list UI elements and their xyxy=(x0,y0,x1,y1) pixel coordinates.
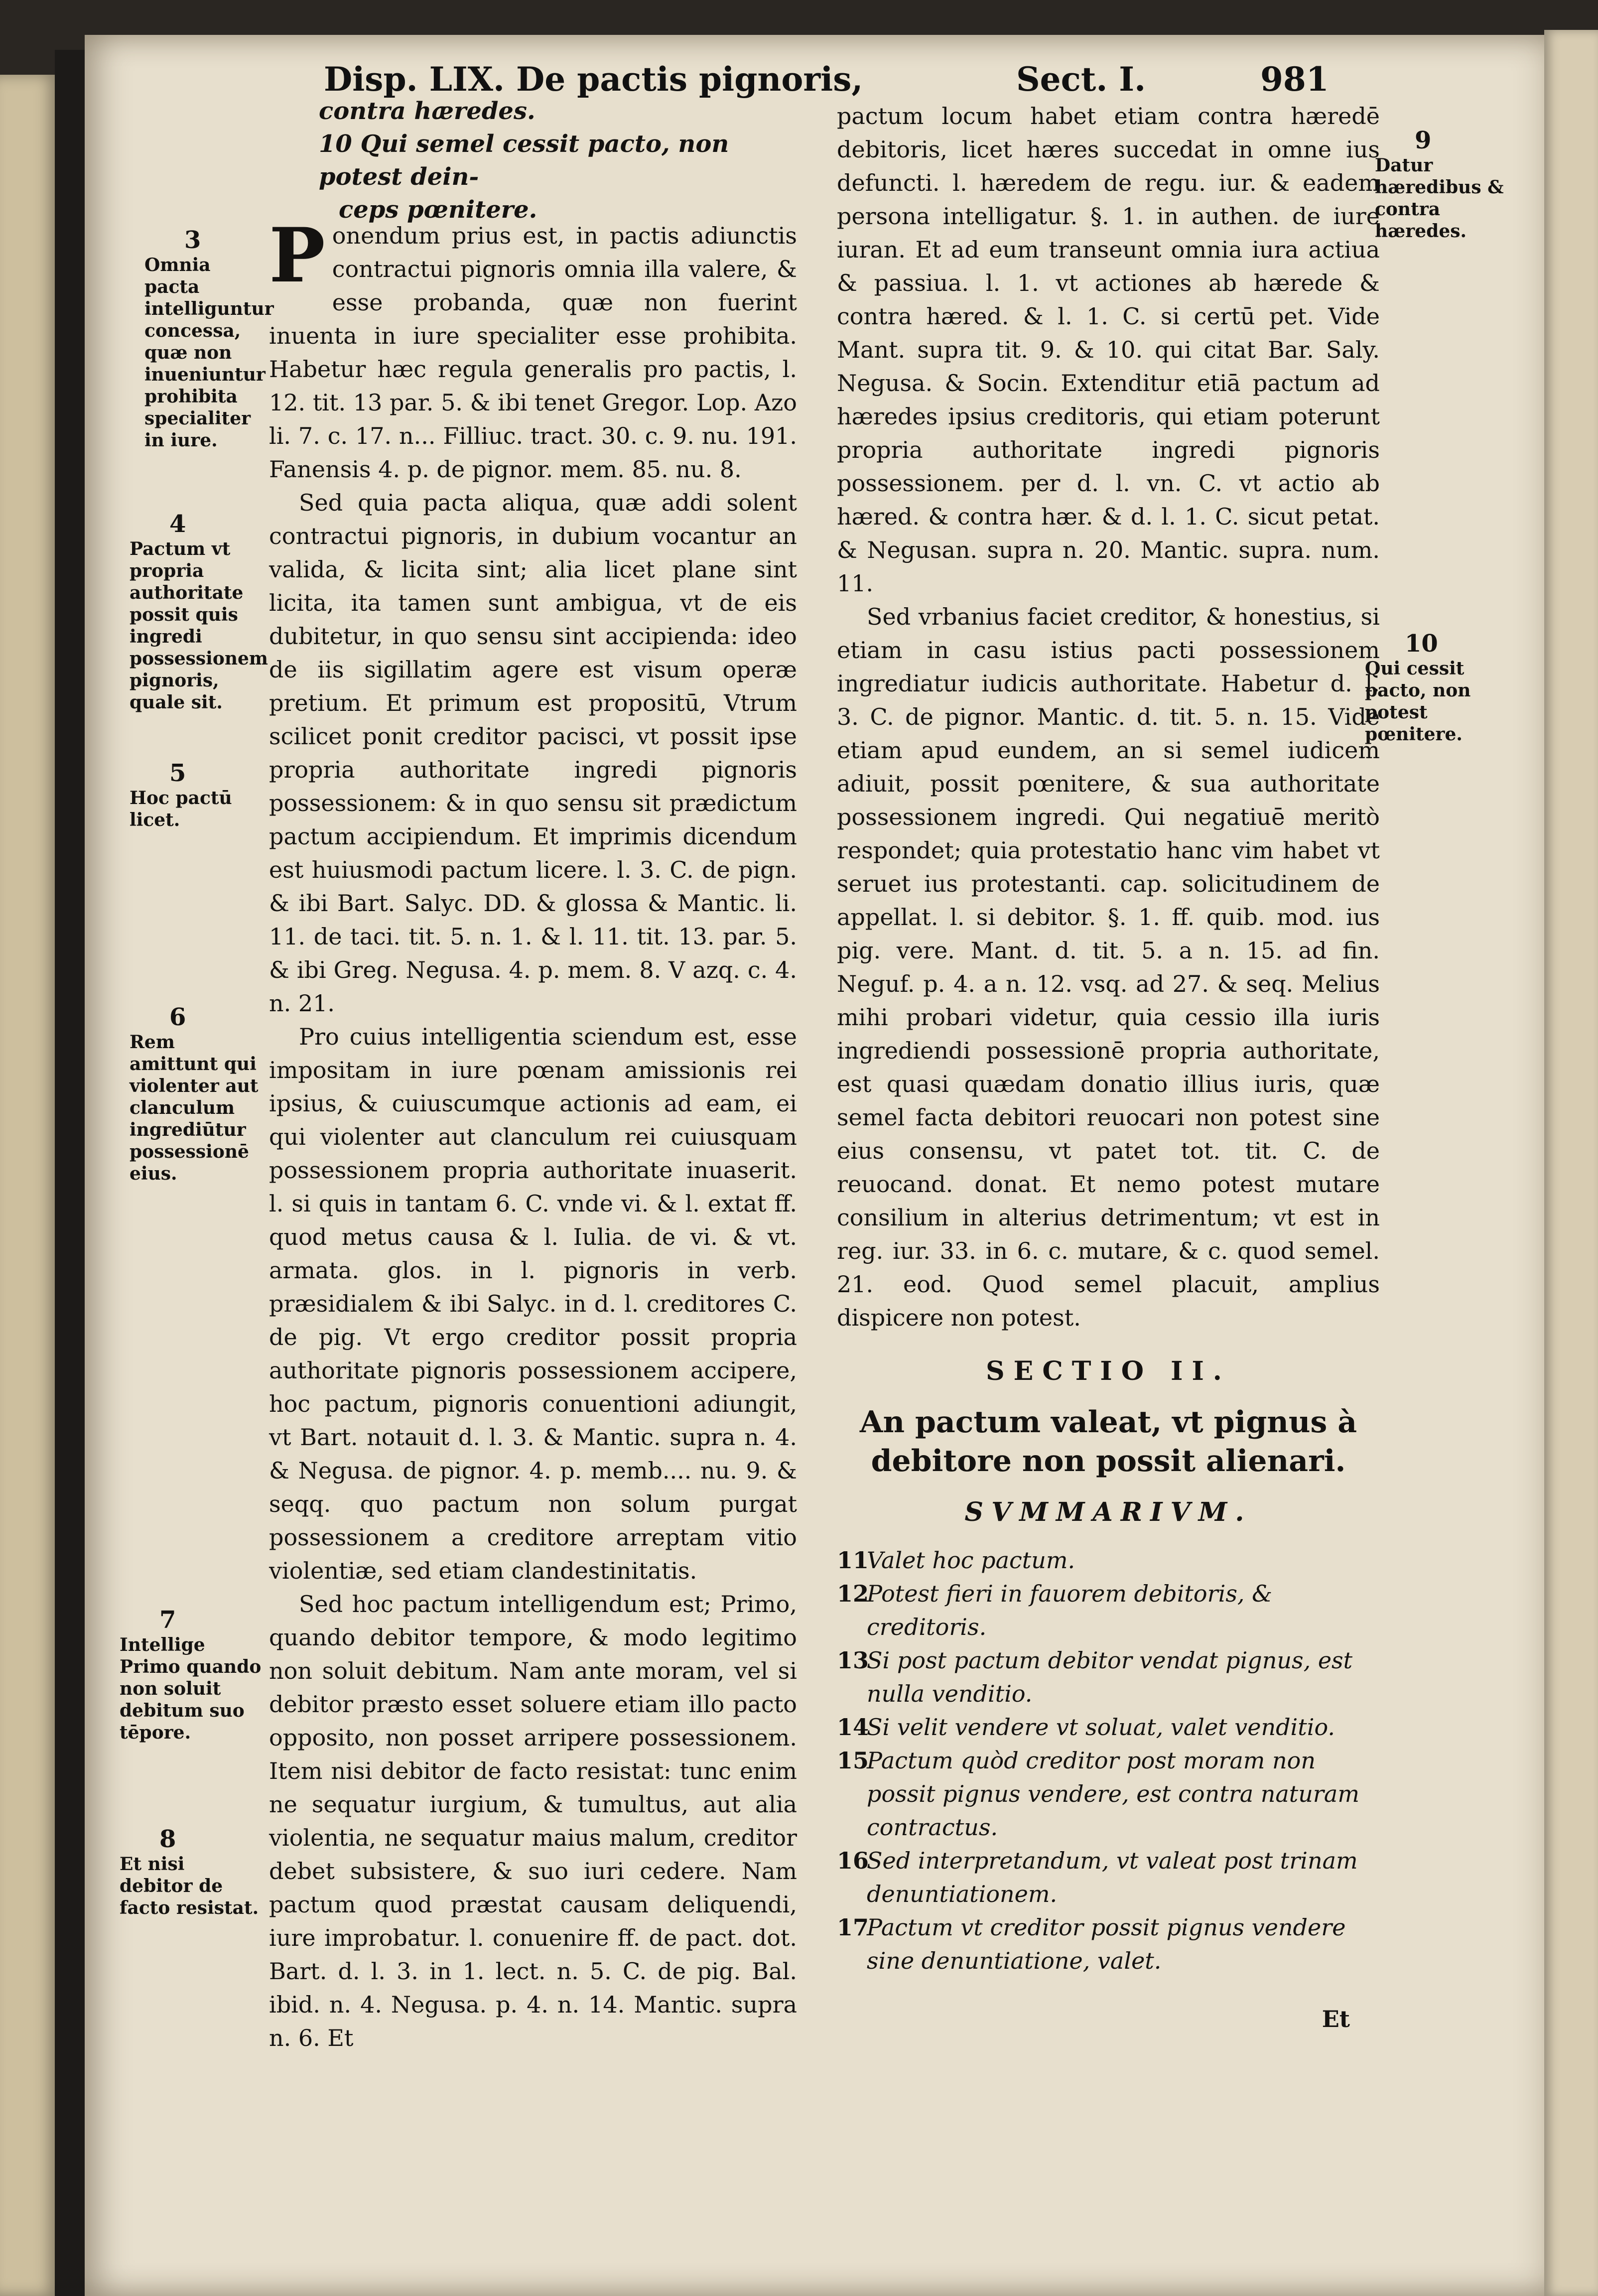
summary-number: 15 xyxy=(837,1747,869,1774)
note-number: 3 xyxy=(184,226,201,254)
note-number: 7 xyxy=(159,1606,176,1634)
paragraph: Pro cuius intelligentia sciendum est, esse impositam in iure pœnam amissionis rei ipsius, & cuiuscumque actionis ad eam, ei qui violenter aut clanculum rei cuiusquam possessionem propria authoritate inuaserit. l. si quis in tantam 6. C. vnde vi. & l. extat ff. quod metus causa & l. Iulia. de vi. & vt. armata. glos. in l. pignoris in verb. præsidialem & ibi Salyc. in d. l. creditores C. de pig. Vt ergo creditor possit propria authoritate pignoris possessionem accipere, hoc pactum, pignoris conuentioni adiungit, vt Bart. notauit d. l. 3. & Mantic. supra n. 4. & Negusa. de pignor. 4. p. memb.... nu. 9. & seqq. quo pactum non solum purgat possessionem a creditore arreptam vitio violentiæ, sed etiam clandestinitatis. xyxy=(269,1023,797,1584)
summary-number: 16 xyxy=(837,1847,869,1874)
left-column xyxy=(269,212,797,2055)
paragraph-text: onendum prius est, in pactis adiunctis contractui pignoris omnia illa valere, & esse probanda, quæ non fuerint inuenta in iure specialiter esse prohibita. Habetur hæc regula generalis pro pactis, l. 12. tit. 13 par. 5. & ibi tenet Gregor. Lop. Azo li. 7. c. 17. n... Filliuc. tract. 30. c. 9. nu. 191. Fanensis 4. p. de pignor. mem. 85. nu. 8. xyxy=(269,222,797,483)
carryover-line: contra hæredes. xyxy=(319,97,535,125)
carryover-line: 10 Qui semel cessit pacto, non potest dein- xyxy=(319,130,729,191)
paragraph: pactum locum habet etiam contra hæredē debitoris, licet hæres succedat in omne ius defuncti. l. hæredem de regu. iur. & eadem persona intelligatur. §. 1. in authen. de iure iuran. Et ad eum transeunt omnia iura actiua & passiua. l. 1. vt actiones ab hærede & contra hæred. & l. 1. C. si certū pet. Vide Mant. supra tit. 9. & 10. qui citat Bar. Saly. Negusa. & Socin. Extenditur etiā pactum ad hæredes ipsius creditoris, qui etiam poterunt propria authoritate ingredi pignoris possessionem. per d. l. vn. C. vt actio ab hæred. & contra hær. & d. l. 1. C. sicut petat. & Negusan. supra n. 20. Mantic. supra. num. 11. xyxy=(837,103,1380,597)
margin-note xyxy=(144,226,274,451)
summary-item xyxy=(837,1844,1380,1911)
summary-text: Pactum vt creditor possit pignus vendere sine denuntiatione, valet. xyxy=(867,1914,1346,1974)
facing-page-edge xyxy=(0,75,60,2296)
summary-number: 13 xyxy=(837,1647,869,1674)
summary-heading: SVMMARIVM. xyxy=(964,1497,1252,1527)
margin-note xyxy=(1375,127,1509,242)
drop-capital: P xyxy=(269,212,325,299)
summary-text: Sed interpretandum, vt valeat post trinam denuntiationem. xyxy=(867,1847,1358,1907)
summary-item xyxy=(837,1544,1380,1577)
margin-note xyxy=(120,1825,259,1919)
carryover-summary xyxy=(319,95,807,226)
summary-text: Valet hoc pactum. xyxy=(867,1547,1075,1574)
header-title: Disp. LIX. De pactis pignoris, xyxy=(324,60,863,99)
note-text: Intellige Primo quando non soluit debitum suo tēpore. xyxy=(120,1634,262,1743)
summary-number: 12 xyxy=(837,1580,869,1607)
summary-text: Si velit vendere vt soluat, valet venditio. xyxy=(867,1714,1335,1741)
note-text: Hoc pactū licet. xyxy=(130,788,232,830)
summary-item xyxy=(837,1744,1380,1844)
note-number: 4 xyxy=(169,510,186,538)
paragraph: Sed hoc pactum intelligendum est; Primo, quando debitor tempore, & modo legitimo non soluit debitum. Nam ante moram, vel si debitor præsto esset soluere etiam illo pacto opposito, non posset arripere possessionem. Item nisi debitor de facto resistat: tunc enim ne sequatur iurgium, & tumultus, aut alia violentia, ne sequatur maius malum, creditor debet subsistere, & suo iuri cedere. Nam pactum quod præstat causam deliquendi, iure improbatur. l. conuenire ff. de pact. dot. Bart. d. l. 3. in 1. lect. n. 5. C. de pig. Bal. ibid. n. 4. Negusa. p. 4. n. 14. Mantic. supra n. 6. Et xyxy=(269,1591,797,2051)
summary-item xyxy=(837,1711,1380,1744)
note-number: 10 xyxy=(1405,630,1438,658)
summary-list xyxy=(837,1544,1380,1978)
note-text: Rem amittunt qui violenter aut clanculum ingrediūtur possessionē eius. xyxy=(130,1032,259,1184)
margin-note xyxy=(130,510,269,713)
summary-item xyxy=(837,1644,1380,1711)
summary-text: Potest fieri in fauorem debitoris, & creditoris. xyxy=(867,1580,1273,1640)
page-edge-right xyxy=(1544,30,1598,2296)
summary-number: 14 xyxy=(837,1714,869,1741)
right-column xyxy=(837,100,1380,2036)
section-heading: SECTIO II. xyxy=(986,1356,1231,1386)
note-text: Qui cessit pacto, non potest pœnitere. xyxy=(1365,658,1471,745)
margin-note xyxy=(130,759,269,831)
catchword: Et xyxy=(1322,2006,1350,2032)
paragraph: Sed vrbanius faciet creditor, & honestius, si etiam in casu istius pacti possessionem ingrediatur iudicis authoritate. Habetur d. l. 3. C. de pignor. Mantic. d. tit. 5. n. 15. Vide etiam apud eundem, an si semel iudicem adiuit, possit pœnitere, & sua authoritate possessionem ingredi. Qui negatiuē meritò respondet; quia protestatio hanc vim habet vt seruet ius protestanti. cap. solicitudinem de appellat. l. si debitor. §. 1. ff. quib. mod. ius pig. vere. Mant. d. tit. 5. a n. 15. ad fin. Neguf. p. 4. a n. 12. vsq. ad 27. & seq. Melius mihi probari videtur, quia cessio illa iuris ingrediendi possessionē propria authoritate, est quasi quædam donatio illius iuris, quæ semel facta debitori reuocari non potest sine eius consensu, vt patet tot. tit. C. de reuocand. donat. Et nemo potest mutare consilium in alterius detrimentum; vt est in reg. iur. 33. in 6. c. mutare, & c. quod semel. 21. eod. Quod semel placuit, amplius dispicere non potest. xyxy=(837,603,1380,1331)
note-text: Et nisi debitor de facto resistat. xyxy=(120,1854,259,1918)
summary-text: Si post pactum debitor vendat pignus, est nulla venditio. xyxy=(867,1647,1353,1707)
summary-number: 11 xyxy=(837,1547,869,1574)
margin-note xyxy=(130,1003,269,1185)
section-title: An pactum valeat, vt pignus à debitore non possit alienari. xyxy=(859,1405,1357,1479)
margin-note xyxy=(1365,630,1504,745)
note-number: 8 xyxy=(159,1825,176,1853)
summary-text: Pactum quòd creditor post moram non possit pignus vendere, est contra naturam contractus. xyxy=(867,1747,1359,1841)
note-number: 6 xyxy=(169,1003,186,1031)
margin-note xyxy=(120,1606,269,1744)
page-number: 981 xyxy=(1260,60,1329,99)
summary-item xyxy=(837,1911,1380,1978)
note-number: 5 xyxy=(169,759,186,787)
note-number: 9 xyxy=(1415,127,1432,154)
summary-number: 17 xyxy=(837,1914,869,1941)
note-text: Datur hæredibus & contra hæredes. xyxy=(1375,155,1504,242)
paragraph xyxy=(269,212,797,486)
note-text: Pactum vt propria authoritate possit quis ingredi possessionem pignoris, quale sit. xyxy=(130,539,268,713)
summary-item xyxy=(837,1577,1380,1644)
paragraph: Sed quia pacta aliqua, quæ addi solent contractui pignoris, in dubium vocantur an valida, & licita sint; alia licet plane sint licita, ita tamen sunt ambigua, vt de eis dubitetur, in quo sensu sint accipienda: ideo de iis sigillatim agere est visum operæ pretium. Et primum est propositū, Vtrum scilicet ponit creditor pacisci, vt possit ipse propria authoritate ingredi pignoris possessionem: & in quo sensu sit prædictum pactum accipiendum. Et imprimis dicendum est huiusmodi pactum licere. l. 3. C. de pign. & ibi Bart. Salyc. DD. & glossa & Mantic. li. 11. de taci. tit. 5. n. 1. & l. 11. tit. 13. par. 5. & ibi Greg. Negusa. 4. p. mem. 8. V azq. c. 4. n. 21. xyxy=(269,489,797,1017)
note-text: Omnia pacta intelliguntur concessa, quæ non inueniuntur prohibita specialiter in iure. xyxy=(144,255,274,451)
header-section: Sect. I. xyxy=(1016,60,1146,99)
carryover-line: ceps pœnitere. xyxy=(339,196,537,224)
